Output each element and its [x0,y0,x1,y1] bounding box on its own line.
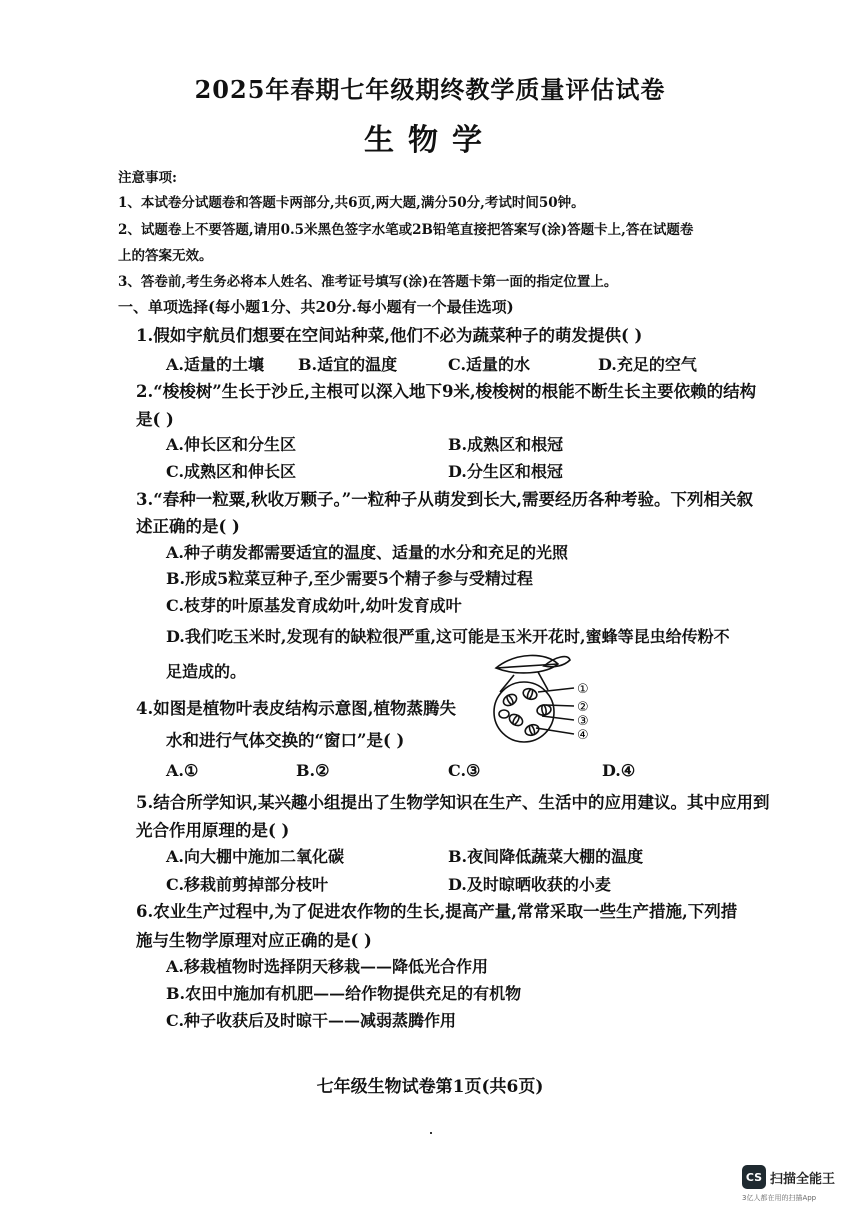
question-6-stem: 6.农业生产过程中,为了促进农作物的生长,提高产量,常常采取一些生产措施,下列措 [136,902,738,921]
subject-title: 生物学 [364,123,496,158]
question-2-option-a: A.伸长区和分生区 [166,435,296,454]
question-2-option-d: D.分生区和根冠 [448,462,563,481]
question-3-option-b: B.形成5粒菜豆种子,至少需要5个精子参与受精过程 [166,569,533,588]
question-4-option-c: C.③ [448,761,481,780]
notice-item-2-cont: 上的答案无效。 [118,248,213,264]
question-3-option-a: A.种子萌发都需要适宜的温度、适量的水分和充足的光照 [166,543,568,562]
question-5-option-a: A.向大棚中施加二氧化碳 [166,847,344,866]
notice-item-2: 2、试题卷上不要答题,请用0.5米黑色签字水笔或2B铅笔直接把答案写(涂)答题卡上,答在试题卷 [118,222,694,238]
question-5-option-d: D.及时晾晒收获的小麦 [448,875,611,894]
question-6-option-c: C.种子收获后及时晾干——减弱蒸腾作用 [166,1011,457,1030]
scan-speck [430,1132,432,1134]
question-4-option-a: A.① [166,761,199,780]
watermark-tagline: 3亿人都在用的扫描App [742,1194,817,1202]
section-heading: 一、单项选择(每小题1分、共20分.每小题有一个最佳选项) [118,298,514,316]
figure-label-2: ② [577,700,589,715]
question-5-option-c: C.移栽前剪掉部分枝叶 [166,875,329,894]
scanner-watermark [742,1165,852,1205]
question-3-option-d: D.我们吃玉米时,发现有的缺粒很严重,这可能是玉米开花时,蜜蜂等昆虫给传粉不 [166,627,730,646]
watermark-name: 扫描全能王 [770,1172,836,1187]
question-2-stem: 2.“梭梭树”生长于沙丘,主根可以深入地下9米,梭梭树的根能不断生长主要依赖的结构 [136,382,757,401]
question-6-stem-cont: 施与生物学原理对应正确的是( ) [136,931,372,950]
figure-label-3: ③ [577,714,589,729]
question-3-stem: 3.“春种一粒粟,秋收万颗子。”一粒种子从萌发到长大,需要经历各种考验。下列相关叙 [136,490,753,509]
question-6-option-a: A.移栽植物时选择阴天移栽——降低光合作用 [166,957,488,976]
question-5-stem-cont: 光合作用原理的是( ) [136,821,290,840]
exam-title: 2025年春期七年级期终教学质量评估试卷 [194,75,666,104]
question-3-stem-cont: 述正确的是( ) [136,517,240,536]
question-2-option-b: B.成熟区和根冠 [448,435,564,454]
page-footer: 七年级生物试卷第1页(共6页) [316,1077,544,1097]
question-2-option-c: C.成熟区和伸长区 [166,462,297,481]
notice-item-3: 3、答卷前,考生务必将本人姓名、准考证号填写(涂)在答题卡第一面的指定位置上。 [118,274,618,290]
figure-label-1: ① [577,682,589,697]
question-1-option-b: B.适宜的温度 [298,355,398,374]
question-1-option-c: C.适量的水 [448,355,531,374]
question-6-option-b: B.农田中施加有机肥——给作物提供充足的有机物 [166,984,522,1003]
notice-heading: 注意事项: [118,170,177,186]
leaf-epidermis-figure [486,650,606,760]
question-5-option-b: B.夜间降低蔬菜大棚的温度 [448,847,644,866]
question-4-option-b: B.② [296,761,330,780]
question-1-option-a: A.适量的土壤 [166,355,264,374]
notice-item-1: 1、本试卷分试题卷和答题卡两部分,共6页,两大题,满分50分,考试时间50钟。 [118,195,585,211]
question-4-option-d: D.④ [602,761,636,780]
question-5-stem: 5.结合所学知识,某兴趣小组提出了生物学知识在生产、生活中的应用建议。其中应用到 [136,793,770,812]
question-3-option-c: C.枝芽的叶原基发育成幼叶,幼叶发育成叶 [166,596,462,615]
question-1-option-d: D.充足的空气 [598,355,697,374]
question-3-option-d-cont: 足造成的。 [166,662,247,681]
figure-label-4: ④ [577,728,589,743]
question-4-stem-cont: 水和进行气体交换的“窗口”是( ) [166,731,405,750]
question-2-stem-cont: 是( ) [136,410,174,429]
camscanner-logo-icon: CS [742,1165,766,1189]
question-1-stem: 1.假如宇航员们想要在空间站种菜,他们不必为蔬菜种子的萌发提供( ) [136,326,643,345]
question-4-stem: 4.如图是植物叶表皮结构示意图,植物蒸腾失 [136,699,456,718]
